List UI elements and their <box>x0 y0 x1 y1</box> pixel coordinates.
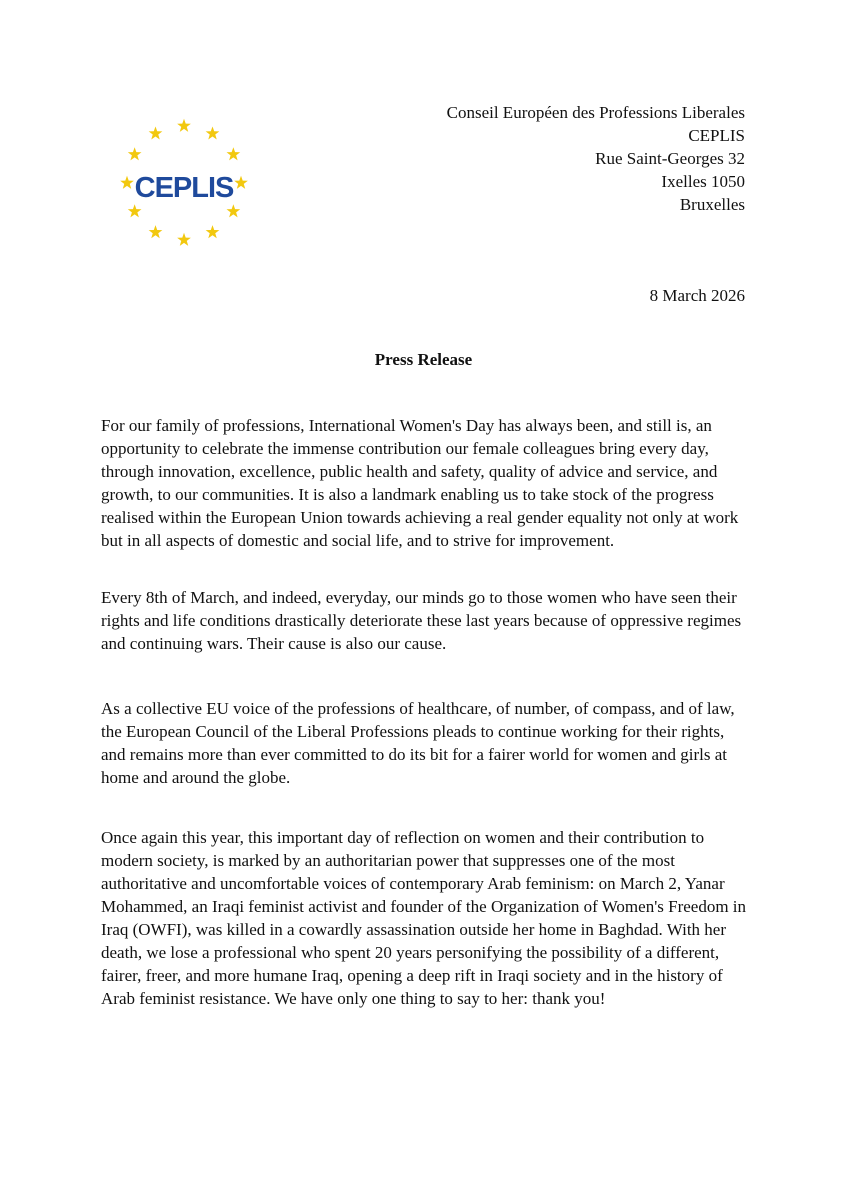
logo-star-icon <box>177 119 191 132</box>
logo-wordmark: CEPLIS <box>134 172 234 204</box>
sender-address <box>447 101 745 216</box>
logo-star-icon <box>206 225 220 238</box>
body-paragraph-3: As a collective EU voice of the professions of healthcare, of number, of compass, and of law, the European Council of the Liberal Professions pleads to continue working for their rights, and remains more than ever committed to do its bit for a fairer world for women and girls at home and around the globe. <box>101 699 735 787</box>
ceplis-logo-graphic <box>112 118 256 248</box>
logo-star-icon <box>128 204 142 217</box>
logo-star-icon <box>227 147 241 160</box>
logo-star-icon <box>149 225 163 238</box>
ceplis-logo <box>112 118 256 248</box>
logo-star-icon <box>149 126 163 139</box>
address-line-city: Bruxelles <box>679 195 745 214</box>
logo-star-icon <box>128 147 142 160</box>
body-paragraph-4: Once again this year, this important day of reflection on women and their contribution to modern society, is marked by an authoritarian power that suppresses one of the most authoritative and uncomfortable voices of contemporary Arab feminism: on March 2, Yanar Mohammed, an Iraqi feminist activist and founder of the Organization of Women's Freedom in Iraq (OWFI), was killed in a cowardly assassination outside her home in Baghdad. With her death, we lose a professional who spent 20 years personifying the possibility of a different, fairer, freer, and more humane Iraq, opening a deep rift in Iraqi society and in the history of Arab feminist resistance. We have only one thing to say to her: thank you! <box>101 828 747 1008</box>
address-line-acronym: CEPLIS <box>688 126 745 145</box>
release-date: 8 March 2026 <box>649 286 745 305</box>
logo-star-icon <box>227 204 241 217</box>
logo-star-icon <box>177 233 191 246</box>
logo-star-icon <box>120 176 134 189</box>
address-line-street: Rue Saint-Georges 32 <box>595 149 745 168</box>
address-line-organization: Conseil Européen des Professions Liberales <box>446 103 745 122</box>
body-paragraph-1: For our family of professions, International Women's Day has always been, and still is, an opportunity to celebrate the immense contribution our female colleagues bring every day, through innovation, excellence, public health and safety, quality of advice and service, and growth, to our communities. It is also a landmark enabling us to take stock of the progress realised within the European Union towards achieving a real gender equality not only at work but in all aspects of domestic and social life, and to strive for improvement. <box>101 416 739 550</box>
document-title: Press Release <box>374 350 473 369</box>
logo-star-icon <box>234 176 248 189</box>
body-paragraph-2: Every 8th of March, and indeed, everyday, our minds go to those women who have seen their rights and life conditions drastically deteriorate these last years because of oppressive regimes and continuing wars. Their cause is also our cause. <box>101 588 742 653</box>
address-line-postcode: Ixelles 1050 <box>661 172 745 191</box>
logo-star-icon <box>206 126 220 139</box>
